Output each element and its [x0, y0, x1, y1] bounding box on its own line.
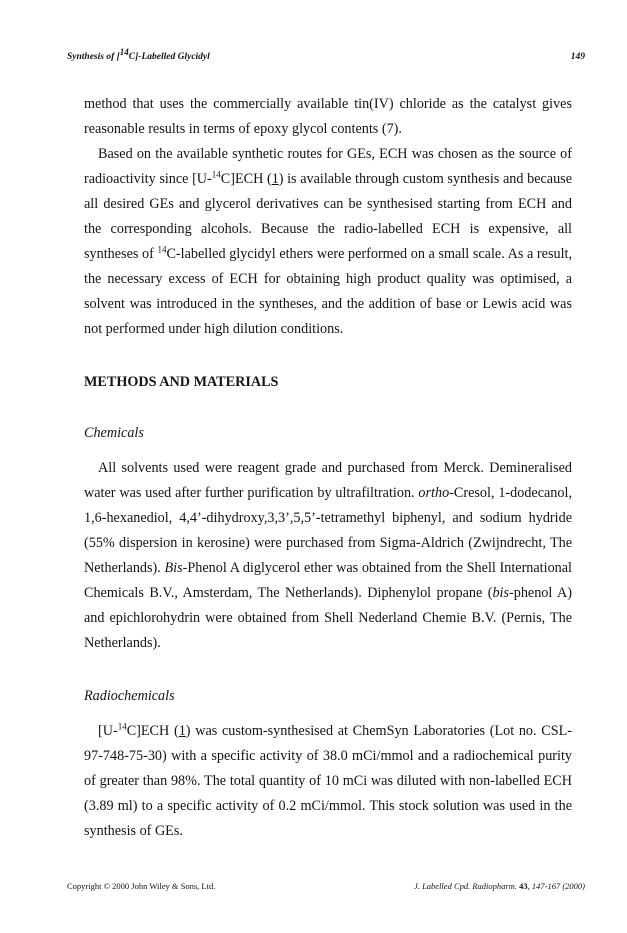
- paragraph: [U-$^{14}$C]ECH (1) was custom-synthesised at ChemSyn Laboratories (Lot no. CSL-97-748-75-30) with a specific activity of 38.0 mCi/mmol and a radiochemical purity of greater than 98%. The total quantity of 10 mCi was diluted with non-labelled ECH (3.89 ml) to a specific activity of 0.2 mCi/mmol. This stock solution was used in the synthesis of GEs.: [84, 721, 572, 839]
- subsection-heading-radiochemicals: Radiochemicals: [84, 688, 175, 704]
- copyright: Copyright © 2000 John Wiley & Sons, Ltd.: [67, 881, 216, 891]
- paragraph: All solvents used were reagent grade and purchased from Merck. Demineralised water was used after further purification by ultrafiltration. ortho-Cresol, 1-dodecanol, 1,6-hexanediol, 4,4’-dihydroxy,3,3’,5,5’-tetramethyl biphenyl, and sodium hydride (55% dispersion in kerosine) were purchased from Sigma-Aldrich (Zwijndrecht, The Netherlands). Bis-Phenol A diglycerol ether was obtained from the Shell International Chemicals B.V., Amsterdam, The Netherlands). Diphenylol propane (bis-phenol A) and epichlorohydrin were obtained from Shell Nederland Chemie B.V. (Pernis, The Netherlands).: [84, 460, 572, 651]
- paragraph: Based on the available synthetic routes for GEs, ECH was chosen as the source of radioactivity since [U-$^{14}$C]ECH (1) is available through custom synthesis and because all desired GEs and glycerol derivatives can be synthesised starting from ECH and the corresponding alcohols. Because the radio-labelled ECH is expensive, all syntheses of $^{14}$C-labelled glycidyl ethers were performed on a small scale. As a result, the necessary excess of ECH for obtaining high product quality was optimised, a solvent was introduced in the syntheses, and the addition of base or Lewis acid was not performed under high dilution conditions.: [84, 146, 572, 337]
- section-heading: METHODS AND MATERIALS: [84, 374, 279, 390]
- journal-citation: J. Labelled Cpd. Radiopharm. 43, 147-167 (2000): [414, 881, 585, 891]
- compound-number: 1: [178, 723, 186, 739]
- body-text: [84, 92, 572, 844]
- subsection-heading-chemicals: Chemicals: [84, 425, 144, 441]
- compound-number: 1: [271, 171, 279, 187]
- footer: [67, 881, 585, 891]
- running-title: Synthesis of [$^{14}$C]-Labelled Glycidyl: [67, 47, 210, 63]
- running-head: [67, 47, 585, 63]
- page-number: 149: [570, 52, 585, 62]
- paragraph: method that uses the commercially available tin(IV) chloride as the catalyst gives reasonable results in terms of epoxy glycol contents (7).: [84, 96, 572, 137]
